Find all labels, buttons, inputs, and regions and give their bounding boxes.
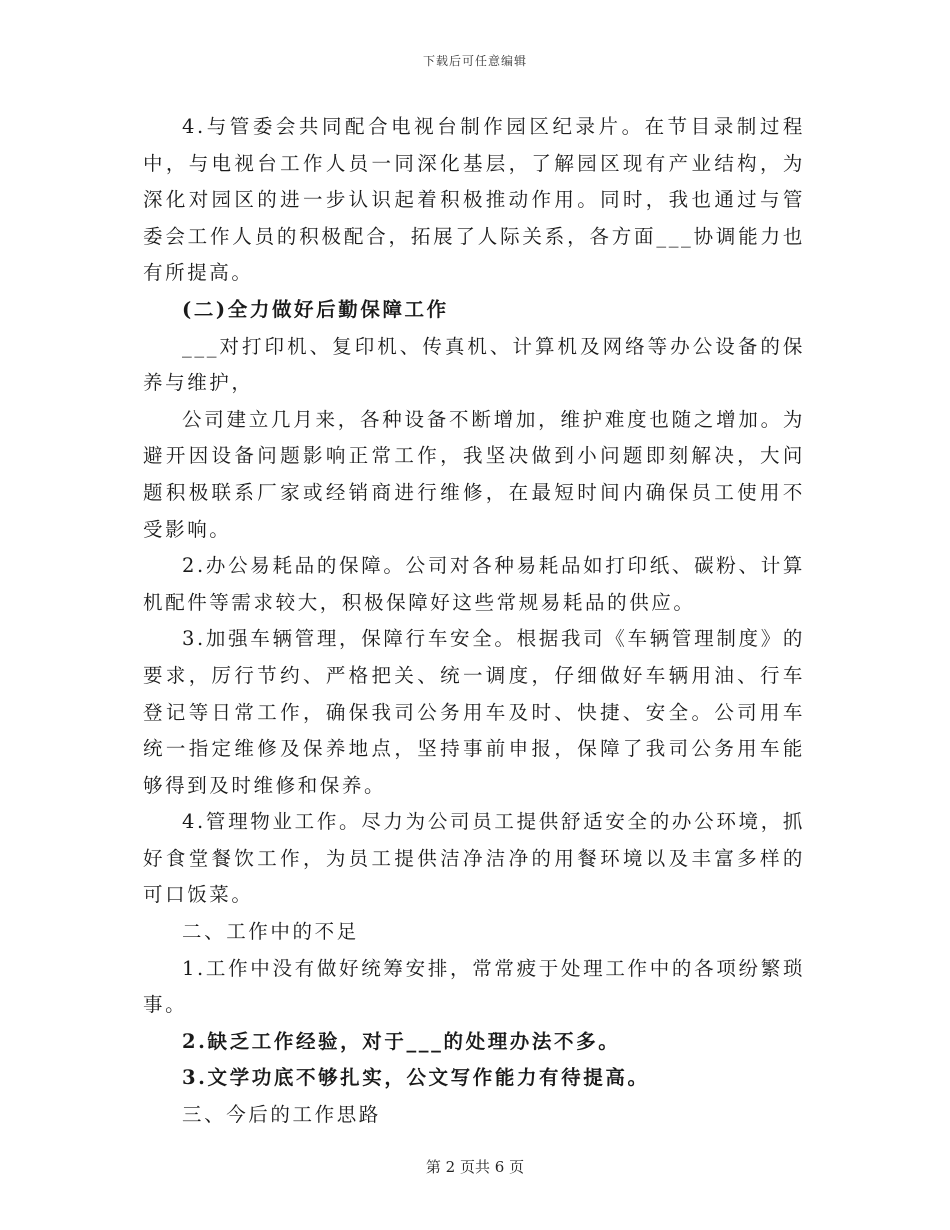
page-footer: 第 2 页共 6 页: [425, 1158, 525, 1176]
paragraph-consumables: 2.办公易耗品的保障。公司对各种易耗品如打印纸、碳粉、计算机配件等需求较大，积极保障好这些常规易耗品的供应。: [143, 554, 805, 614]
paragraph-documentary: 4.与管委会共同配合电视台制作园区纪录片。在节目录制过程中，与电视台工作人员一同深化基层，了解园区现有产业结构，为深化对园区的进一步认识起着积极推动作用。同时，我也通过与管委会工作人员的积极配合，拓展了人际关系，各方面___协调能力也有所提高。: [143, 115, 805, 285]
page-header: 下载后可任意编辑: [422, 54, 527, 68]
paragraph-equipment-maintenance: ___对打印机、复印机、传真机、计算机及网络等办公设备的保养与维护，: [143, 334, 805, 395]
section-heading-future-plans: 三、今后的工作思路: [182, 1103, 381, 1127]
section-heading-shortcomings: 二、工作中的不足: [182, 920, 359, 944]
paragraph-shortcoming-1: 1.工作中没有做好统筹安排，常常疲于处理工作中的各项纷繁琐事。: [143, 956, 805, 1017]
paragraph-vehicles: 3.加强车辆管理，保障行车安全。根据我司《车辆管理制度》的要求，厉行节约、严格把关、统一调度，仔细做好车辆用油、行车登记等日常工作，确保我司公务用车及时、快捷、安全。公司用车统一指定维修及保养地点，坚持事前申报，保障了我司公务用车能够得到及时维修和保养。: [143, 627, 805, 797]
section-heading-logistics: (二)全力做好后勤保障工作: [182, 297, 449, 321]
document-body: [143, 109, 805, 1134]
paragraph-shortcoming-2: 2.缺乏工作经验，对于___的处理办法不多。: [182, 1029, 621, 1053]
paragraph-property: 4.管理物业工作。尽力为公司员工提供舒适安全的办公环境，抓好食堂餐饮工作，为员工提供洁净洁净的用餐环境以及丰富多样的可口饭菜。: [143, 810, 805, 907]
paragraph-shortcoming-3: 3.文学功底不够扎实，公文写作能力有待提高。: [182, 1066, 650, 1090]
paragraph-equipment-details: 公司建立几月来，各种设备不断增加，维护难度也随之增加。为避开因设备问题影响正常工作，我坚决做到小问题即刻解决，大问题积极联系厂家或经销商进行维修，在最短时间内确保员工使用不受影响。: [143, 407, 805, 541]
